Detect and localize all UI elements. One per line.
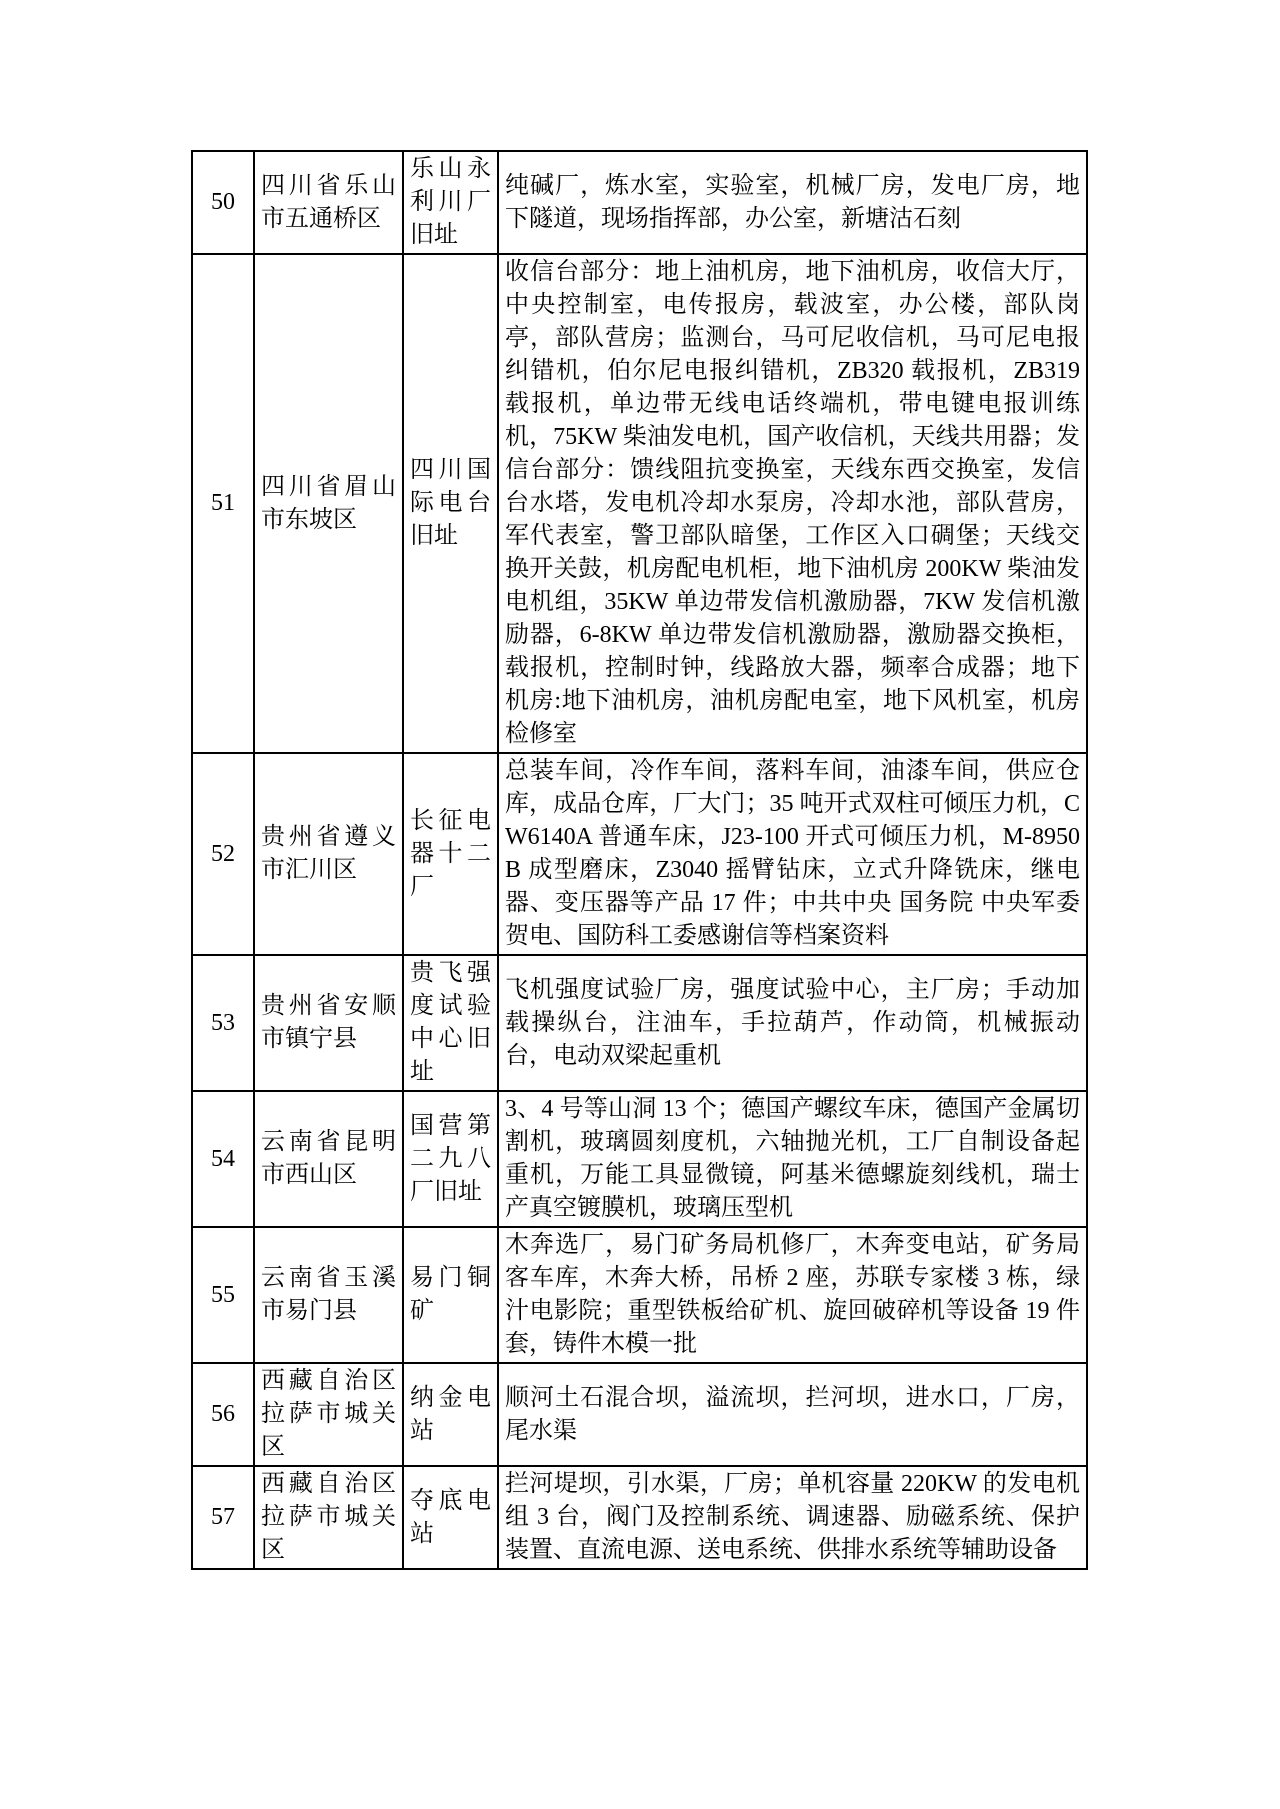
row-site-name: 纳金电站 [403, 1363, 498, 1466]
row-description: 收信台部分：地上油机房，地下油机房，收信大厅，中央控制室，电传报房，载波室，办公楼，部队岗亭，部队营房；监测台，马可尼收信机，马可尼电报纠错机，伯尔尼电报纠错机，ZB320 载报机，ZB319 载报机，单边带无线电话终端机，带电键电报训练机，75KW 柴油发电机，国产收信机，天线共用器；发信台部分：馈线阻抗变换室，天线东西交换室，发信台水塔，发电机冷却水泵房，冷却水池，部队营房，军代表室，警卫部队暗堡，工作区入口碉堡；天线交换开关鼓，机房配电机柜，地下油机房 200KW 柴油发电机组，35KW 单边带发信机激励器，7KW 发信机激励器，6-8KW 单边带发信机激励器，激励器交换柜，载报机，控制时钟，线路放大器，频率合成器；地下机房:地下油机房，油机房配电室，地下风机室，机房检修室 [498, 254, 1087, 753]
row-number: 51 [192, 254, 254, 753]
table-row [192, 1091, 1087, 1227]
row-description: 拦河堤坝，引水渠，厂房；单机容量 220KW 的发电机组 3 台，阀门及控制系统、调速器、励磁系统、保护装置、直流电源、送电系统、供排水系统等辅助设备 [498, 1466, 1087, 1569]
row-location: 贵州省安顺市镇宁县 [254, 955, 403, 1091]
row-site-name: 四川国际电台旧址 [403, 254, 498, 753]
table-row [192, 753, 1087, 955]
row-location: 云南省玉溪市易门县 [254, 1227, 403, 1363]
row-site-name: 乐山永利川厂旧址 [403, 151, 498, 254]
row-description: 木奔选厂，易门矿务局机修厂，木奔变电站，矿务局客车库，木奔大桥，吊桥 2 座，苏联专家楼 3 栋，绿汁电影院；重型铁板给矿机、旋回破碎机等设备 19 件套，铸件木模一批 [498, 1227, 1087, 1363]
row-site-name: 长征电器十二厂 [403, 753, 498, 955]
row-site-name: 国营第二九八厂旧址 [403, 1091, 498, 1227]
row-description: 总装车间，冷作车间，落料车间，油漆车间，供应仓库，成品仓库，厂大门；35 吨开式双柱可倾压力机，CW6140A 普通车床，J23-100 开式可倾压力机，M-8950B 成型磨床，Z3040 摇臂钻床，立式升降铣床，继电器、变压器等产品 17 件；中共中央 国务院 中央军委贺电、国防科工委感谢信等档案资料 [498, 753, 1087, 955]
row-description: 飞机强度试验厂房，强度试验中心，主厂房；手动加载操纵台，注油车，手拉葫芦，作动筒，机械振动台，电动双梁起重机 [498, 955, 1087, 1091]
table-row [192, 151, 1087, 254]
heritage-sites-table [191, 150, 1088, 1570]
row-number: 56 [192, 1363, 254, 1466]
row-number: 57 [192, 1466, 254, 1569]
row-number: 52 [192, 753, 254, 955]
table-row [192, 1227, 1087, 1363]
row-number: 54 [192, 1091, 254, 1227]
row-location: 四川省眉山市东坡区 [254, 254, 403, 753]
row-location: 四川省乐山市五通桥区 [254, 151, 403, 254]
row-location: 云南省昆明市西山区 [254, 1091, 403, 1227]
table-row [192, 1363, 1087, 1466]
row-description: 顺河土石混合坝，溢流坝，拦河坝，进水口，厂房，尾水渠 [498, 1363, 1087, 1466]
row-location: 贵州省遵义市汇川区 [254, 753, 403, 955]
table-row [192, 254, 1087, 753]
row-number: 53 [192, 955, 254, 1091]
row-location: 西藏自治区拉萨市城关区 [254, 1466, 403, 1569]
row-site-name: 易门铜矿 [403, 1227, 498, 1363]
row-number: 50 [192, 151, 254, 254]
row-description: 3、4 号等山洞 13 个；德国产螺纹车床，德国产金属切割机，玻璃圆刻度机，六轴抛光机，工厂自制设备起重机，万能工具显微镜，阿基米德螺旋刻线机，瑞士产真空镀膜机，玻璃压型机 [498, 1091, 1087, 1227]
row-number: 55 [192, 1227, 254, 1363]
table-row [192, 955, 1087, 1091]
row-site-name: 贵飞强度试验中心旧址 [403, 955, 498, 1091]
table-row [192, 1466, 1087, 1569]
row-description: 纯碱厂，炼水室，实验室，机械厂房，发电厂房，地下隧道，现场指挥部，办公室，新塘沽石刻 [498, 151, 1087, 254]
row-site-name: 夺底电站 [403, 1466, 498, 1569]
row-location: 西藏自治区拉萨市城关区 [254, 1363, 403, 1466]
